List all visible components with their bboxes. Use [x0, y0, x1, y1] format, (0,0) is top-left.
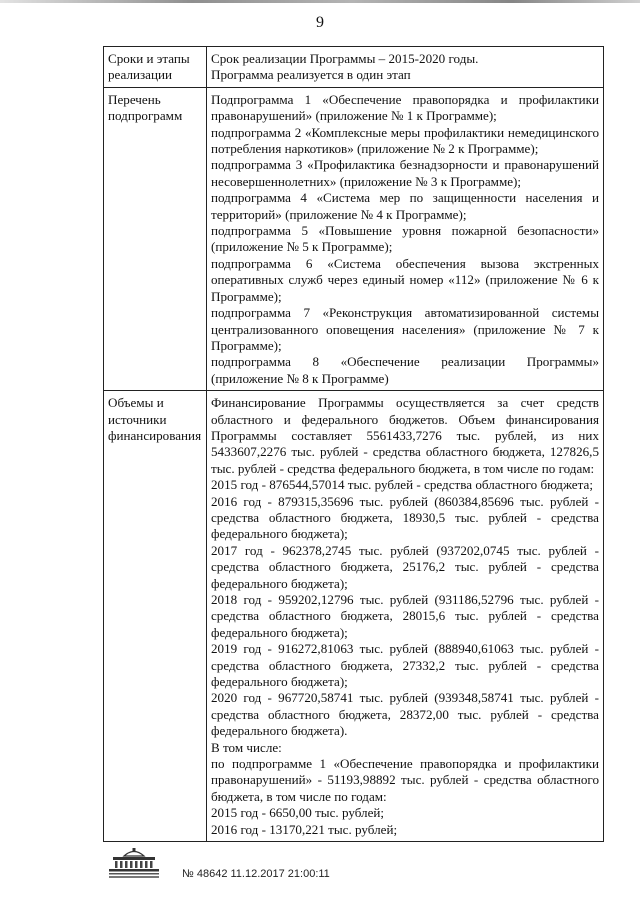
- row-label: Сроки и этапы реализации: [104, 47, 207, 88]
- paragraph: Подпрограмма 1 «Обеспечение правопорядка и профилактики правонарушений» (приложение № 1 к Программе);: [211, 91, 599, 124]
- paragraph: подпрограмма 5 «Повышение уровня пожарной безопасности» (приложение № 5 к Программе);: [211, 223, 599, 255]
- table-row-financing: [104, 391, 604, 842]
- paragraph: Финансирование Программы осуществляется за счет средств областного и федерального бюджетов. Объем финансирования Программы составляет 5561433,7276 тыс. рублей, из них 5433607,2276 тыс. рублей - средства областного бюджета, 127826,5 тыс. рублей - средства федерального бюджета, в том числе по годам:: [211, 395, 599, 476]
- paragraph: 2019 год - 916272,81063 тыс. рублей (888940,61063 тыс. рублей - средства областного бюджета, 27332,2 тыс. рублей - средства федерального бюджета);: [211, 641, 599, 690]
- paragraph: подпрограмма 4 «Система мер по защищенности населения и территорий» (приложение № 4 к Программе);: [211, 190, 599, 222]
- paragraph: 2020 год - 967720,58741 тыс. рублей (939348,58741 тыс. рублей - средства областного бюджета, 28372,00 тыс. рублей - средства федерального бюджета).: [211, 690, 599, 739]
- paragraph: подпрограмма 8 «Обеспечение реализации Программы» (приложение № 8 к Программе): [211, 354, 599, 386]
- registry-seal-icon: [106, 846, 162, 880]
- page-number: 9: [316, 14, 324, 31]
- paragraph: подпрограмма 7 «Реконструкция автоматизированной системы централизованного оповещения населения» (приложение № 7 к Программе);: [211, 305, 599, 353]
- row-content: [207, 47, 604, 88]
- program-passport-table: [103, 46, 604, 842]
- row-content: [207, 87, 604, 390]
- paragraph: 2015 год - 6650,00 тыс. рублей;: [211, 805, 385, 821]
- scan-edge: [0, 0, 640, 3]
- paragraph: 2016 год - 879315,35696 тыс. рублей (860384,85696 тыс. рублей - средства областного бюджета, 18930,5 тыс. рублей - средства федерального бюджета);: [211, 493, 599, 542]
- table-row-terms: [104, 47, 604, 88]
- paragraph: подпрограмма 2 «Комплексные меры профилактики немедицинского потребления наркотиков» (приложение № 2 к Программе);: [211, 124, 599, 157]
- paragraph: В том числе:: [211, 739, 282, 755]
- paragraph: 2015 год - 876544,57014 тыс. рублей - средства областного бюджета;: [211, 477, 593, 493]
- registration-stamp: № 48642 11.12.2017 21:00:11: [182, 868, 330, 880]
- row-content: [207, 391, 604, 842]
- table-row-subprograms: [104, 87, 604, 390]
- paragraph: 2016 год - 13170,221 тыс. рублей;: [211, 821, 398, 837]
- paragraph: подпрограмма 3 «Профилактика безнадзорности и правонарушений несовершеннолетних» (приложение № 3 к Программе);: [211, 157, 599, 189]
- row-label: Перечень подпрограмм: [104, 87, 207, 390]
- paragraph: Срок реализации Программы – 2015-2020 годы.: [211, 51, 479, 66]
- row-label: Объемы и источники финансирования: [104, 391, 207, 842]
- paragraph: Программа реализуется в один этап: [211, 67, 411, 83]
- paragraph: 2017 год - 962378,2745 тыс. рублей (937202,0745 тыс. рублей - средства областного бюджета, 25176,2 тыс. рублей - средства федерального бюджета);: [211, 542, 599, 591]
- paragraph: 2018 год - 959202,12796 тыс. рублей (931186,52796 тыс. рублей - средства областного бюджета, 28015,6 тыс. рублей - средства федерального бюджета);: [211, 592, 599, 640]
- document-footer: [106, 846, 606, 886]
- paragraph: по подпрограмме 1 «Обеспечение правопорядка и профилактики правонарушений» - 51193,98892 тыс. рублей - средства областного бюджета, в том числе по годам:: [211, 756, 599, 804]
- paragraph: подпрограмма 6 «Система обеспечения вызова экстренных оперативных служб через единый номер «112» (приложение № 6 к Программе);: [211, 255, 599, 304]
